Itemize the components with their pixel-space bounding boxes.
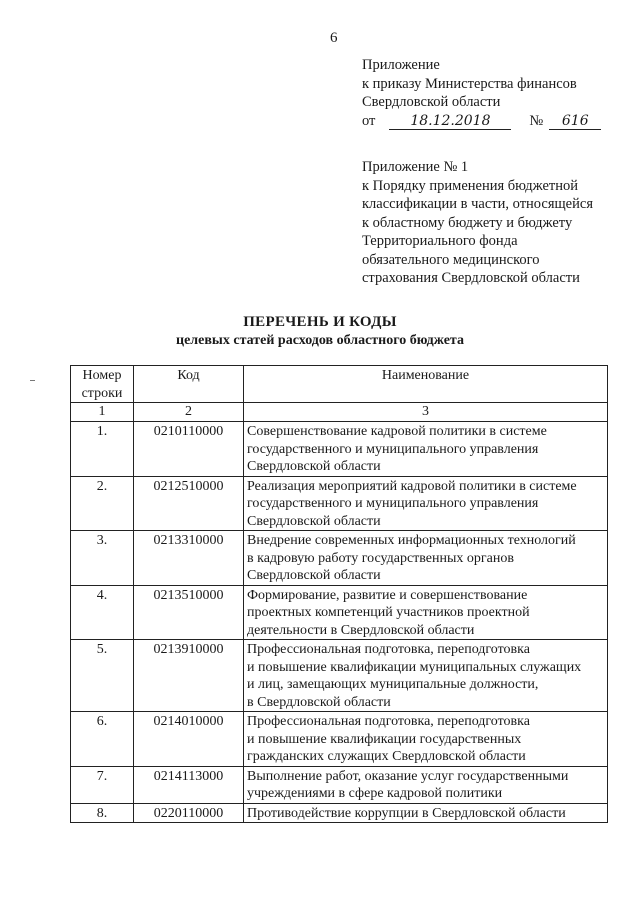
header-name: Наименование: [244, 366, 608, 403]
appendix-1-line: классификации в части, относящейся: [362, 196, 593, 212]
header-row-number-line: Номер: [82, 368, 122, 383]
code-cell: 0214113000: [134, 766, 244, 803]
appendix-order-date-line: [362, 112, 630, 131]
name-line: Выполнение работ, оказание услуг государственными: [247, 768, 569, 784]
name-line: Противодействие коррупции в Свердловской области: [247, 805, 566, 821]
table-row: [71, 712, 608, 767]
code-cell: 0213910000: [134, 640, 244, 712]
margin-mark: [30, 380, 35, 381]
row-number-cell: 2.: [71, 476, 134, 531]
page-number: 6: [330, 30, 338, 46]
name-line: и повышение квалификации муниципальных служащих: [247, 659, 582, 675]
number-prefix: №: [529, 112, 544, 129]
date-prefix: от: [362, 112, 376, 129]
code-cell: 0214010000: [134, 712, 244, 767]
appendix-1-block: [362, 158, 630, 288]
name-line: Реализация мероприятий кадровой политики в системе: [247, 478, 577, 494]
appendix-order-block: [362, 56, 630, 130]
row-number-cell: 5.: [71, 640, 134, 712]
table-header-row: [71, 366, 608, 403]
codes-table: [70, 365, 608, 823]
row-number-cell: 4.: [71, 585, 134, 640]
code-cell: 0210110000: [134, 422, 244, 477]
name-cell: [244, 712, 608, 767]
name-line: Свердловской области: [247, 459, 381, 474]
name-line: и лиц, замещающих муниципальные должности,: [247, 677, 539, 692]
name-cell: [244, 803, 608, 823]
name-line: проектных компетенций участников проектной: [247, 605, 530, 620]
row-number-cell: 8.: [71, 803, 134, 823]
document-title: ПЕРЕЧЕНЬ И КОДЫ: [243, 314, 397, 330]
header-row-number-line: строки: [81, 385, 123, 401]
column-index-row: [71, 403, 608, 422]
appendix-order-line: Приложение: [362, 57, 440, 73]
name-line: гражданских служащих Свердловской области: [247, 749, 526, 764]
name-cell: [244, 531, 608, 586]
row-number-cell: 6.: [71, 712, 134, 767]
name-line: Внедрение современных информационных технологий: [247, 533, 576, 548]
row-number-cell: 1.: [71, 422, 134, 477]
name-line: государственного и муниципального управления: [247, 441, 539, 457]
table-row: [71, 766, 608, 803]
name-cell: [244, 476, 608, 531]
table-row: [71, 585, 608, 640]
appendix-1-line: к областному бюджету и бюджету: [362, 214, 573, 231]
appendix-1-line: страхования Свердловской области: [362, 270, 580, 286]
row-number-cell: 3.: [71, 531, 134, 586]
appendix-1-line: Приложение № 1: [362, 159, 469, 175]
table-row: [71, 803, 608, 823]
code-cell: 0213510000: [134, 585, 244, 640]
code-cell: 0213310000: [134, 531, 244, 586]
code-cell: 0212510000: [134, 476, 244, 531]
code-cell: 0220110000: [134, 803, 244, 823]
header-code: Код: [134, 366, 244, 403]
appendix-1-line: к Порядку применения бюджетной: [362, 177, 579, 194]
name-line: Совершенствование кадровой политики в системе: [247, 424, 547, 439]
name-line: деятельности в Свердловской области: [247, 622, 475, 638]
column-index: 3: [244, 403, 608, 422]
row-number-cell: 7.: [71, 766, 134, 803]
name-line: и повышение квалификации государственных: [247, 731, 522, 747]
table-row: [71, 422, 608, 477]
table-row: [71, 531, 608, 586]
name-line: Профессиональная подготовка, переподготовка: [247, 714, 530, 729]
name-line: учреждениями в сфере кадровой политики: [247, 786, 503, 801]
name-cell: [244, 766, 608, 803]
table-row: [71, 476, 608, 531]
handwritten-number: 616: [549, 113, 601, 130]
table-row: [71, 640, 608, 712]
name-line: Профессиональная подготовка, переподготовка: [247, 642, 530, 657]
header-row-number: [71, 366, 134, 403]
appendix-order-line: к приказу Министерства финансов: [362, 75, 577, 92]
appendix-1-line: обязательного медицинского: [362, 251, 540, 268]
name-cell: [244, 585, 608, 640]
name-line: Свердловской области: [247, 568, 381, 583]
name-line: в кадровую работу государственных органов: [247, 550, 514, 566]
name-line: Свердловской области: [247, 513, 381, 529]
document-subtitle: целевых статей расходов областного бюджета: [176, 333, 464, 348]
handwritten-date: 18.12.2018: [389, 113, 511, 130]
column-index: 2: [134, 403, 244, 422]
name-line: в Свердловской области: [247, 694, 391, 710]
name-line: Формирование, развитие и совершенствование: [247, 587, 528, 603]
name-line: государственного и муниципального управления: [247, 496, 539, 511]
appendix-order-line: Свердловской области: [362, 94, 501, 110]
column-index: 1: [71, 403, 134, 422]
name-cell: [244, 422, 608, 477]
table-body: [71, 403, 608, 823]
appendix-1-line: Территориального фонда: [362, 233, 518, 249]
name-cell: [244, 640, 608, 712]
